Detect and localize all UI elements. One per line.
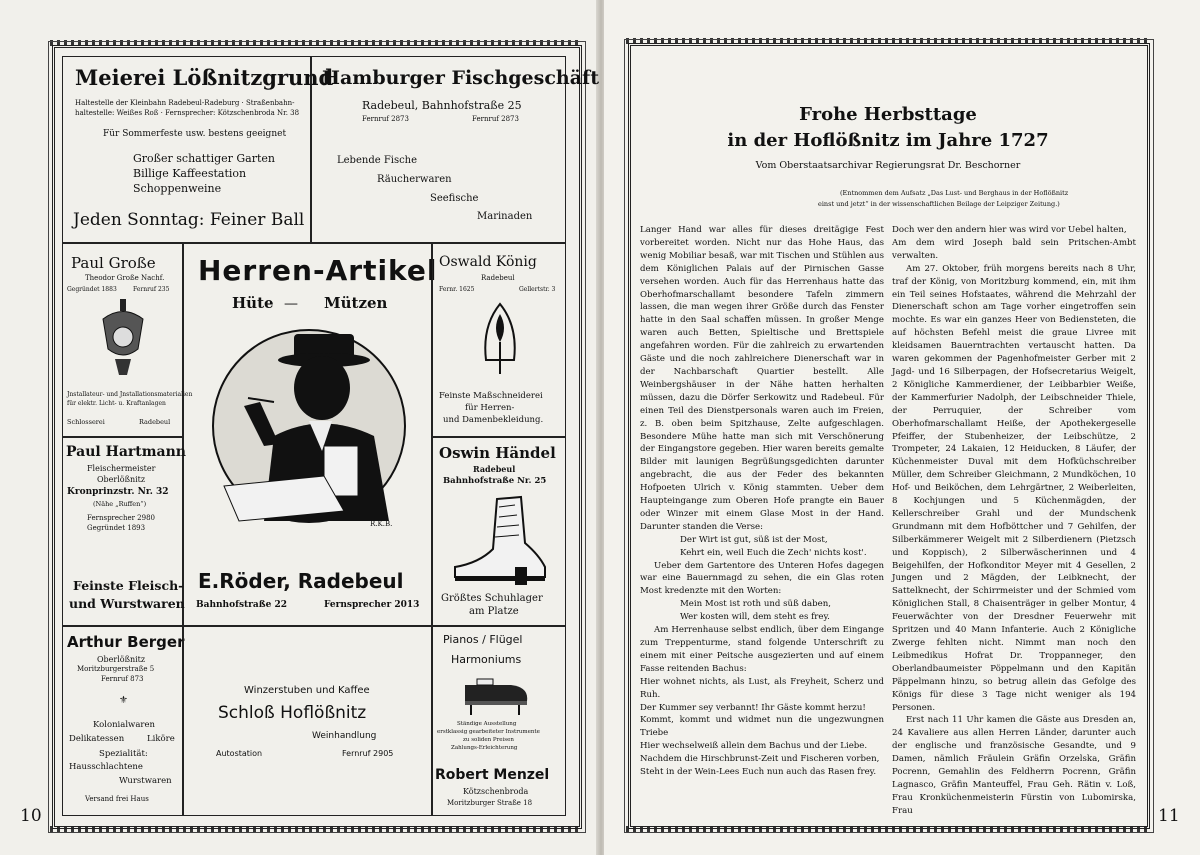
koenig-desc: und Damenbekleidung. xyxy=(443,415,544,425)
article-source-note: (Entnommen dem Aufsatz „Das Lust- und Berghaus in der Hoflößnitz xyxy=(840,189,1069,197)
herren-phone: Fernsprecher 2013 xyxy=(324,600,420,610)
berger-footer: Versand frei Haus xyxy=(85,795,149,803)
schloss-line1: Winzerstuben und Kaffee xyxy=(244,685,370,696)
ad-fischgeschaeft xyxy=(311,56,599,243)
herren-sub2: Mützen xyxy=(324,294,388,312)
ad-oswald-koenig xyxy=(432,243,566,437)
grosse-footer1: Schlosserei xyxy=(67,418,105,426)
article-paragraph: Erst nach 11 Uhr kamen die Gäste aus Dresden an, 24 Kavaliere aus allen Herren Länder, darunter auch der englische und französische Gesandte, und 9 Damen, nämlich Fräulein Gräfin Orzelska, Gräfin Pocrenn, Gemahlin des Feldherrn Pocrenn, Gräfin Lagnasco, Gräfin Manteuffel, Frau Geh. Rätin v. Loß, Frau Kronküchenmeisterin Fürstin von Lubomirska, Frau xyxy=(892,715,1136,816)
koenig-desc: für Herren- xyxy=(465,403,515,413)
berger-title: Arthur Berger xyxy=(67,633,185,651)
menzel-city: Kötzschenbroda xyxy=(463,787,529,796)
menzel-firm: Robert Menzel xyxy=(435,767,550,783)
koenig-title: Oswald König xyxy=(439,254,537,270)
hartmann-phone: Fernsprecher 2980 xyxy=(87,514,155,522)
hartmann-near: (Nähe „Ruffen“) xyxy=(93,500,147,508)
ad-meierei xyxy=(62,56,334,243)
ad-paul-hartmann xyxy=(62,437,186,626)
haendel-city: Radebeul xyxy=(473,464,516,474)
hartmann-founded: Gegründet 1893 xyxy=(87,524,146,532)
meierei-title: Meierei Lößnitzgrund xyxy=(75,65,334,90)
article-verse: Hier wohnet nichts, als Lust, als Freyheit, Scherz und Ruh. xyxy=(640,676,884,700)
hartmann-slogan2: und Wurstwaren xyxy=(69,596,185,611)
grosse-phone: Fernruf 235 xyxy=(133,286,170,293)
koenig-city: Radebeul xyxy=(481,274,515,282)
hartmann-street: Kronprinzstr. Nr. 32 xyxy=(67,487,169,497)
fisch-item: Lebende Fische xyxy=(337,155,418,166)
ad-paul-grosse xyxy=(62,243,193,437)
menzel-street: Moritzburger Straße 18 xyxy=(447,799,533,807)
berger-street: Moritzburgerstraße 5 xyxy=(77,665,155,673)
berger-special: Spezialität: xyxy=(99,749,148,759)
berger-phone: Fernruf 873 xyxy=(101,675,144,683)
herren-monogram: R.K.B. xyxy=(370,520,393,528)
berger-city: Oberlößnitz xyxy=(97,655,146,664)
fisch-item: Seefische xyxy=(430,193,479,204)
schloss-phone: Fernruf 2905 xyxy=(342,749,394,758)
article-column-left xyxy=(640,224,884,814)
page-number-right: 11 xyxy=(1158,806,1180,826)
schloss-auto: Autostation xyxy=(216,749,263,758)
gentleman-illustration xyxy=(204,326,414,536)
shoe-illustration xyxy=(449,493,549,588)
flourish-icon: ⚜ xyxy=(119,695,128,706)
article-verse: Wer kosten will, dem steht es frey. xyxy=(680,612,830,623)
schloss-title: Schloß Hoflößnitz xyxy=(218,703,367,723)
article-verse: Doch wer den andern hier was wird vor Uebel halten, xyxy=(892,225,1127,235)
article-paragraph: Langer Hand war alles für dieses dreitägige Fest vorbereitet worden. Nicht nur das Hohe Haus, das wenig Mobiliar besaß, war mit Tischen und Stühlen aus dem Königlichen Palais auf der Pirnischen Gasse versehen worden. Auch für das Herrenhaus hatte das Oberhofmarschallamt besondere Tafeln zimmern lassen, die man wegen ihrer Größe durch das Fenster hatte in den Saal schaffen müssen. In großer Menge waren auch Betten, Spieltische und Brettspiele angefahren worden. Für die zahlreich zu erwartenden Gäste und die noch zahlreichere Dienerschaft war in der Nachbarschaft Quartier bestellt. Alle Weinbergshäuser in der Nähe hatten herhalten müssen, dazu die Dörfer Serkowitz und Radebeul. Für einen Teil des Dienstpersonals waren auch im Freien, z. B. oben beim Spitzhause, Zelte aufgeschlagen. Besondere Mühe hatte man sich mit Verschönerung der Eingangstore gegeben. Hier waren bereits gemalte Bilder mit launigen Begrüßungsgedichten darunter angebracht, die aus der Feder des bekannten Hofpoeten Ulrich v. König stammten. Ueber dem Haupteingange zum Oberen Hofe prangte ein Bauer oder Winzer mit einem Glase Most in der Hand. Darunter standen die Verse: xyxy=(640,225,884,532)
grosse-sub: Theodor Große Nachf. xyxy=(85,274,165,282)
article-column-right xyxy=(892,224,1136,814)
meierei-item: Großer schattiger Garten xyxy=(133,152,276,165)
article-verse: Steht in der Wein-Lees Euch nun auch das Rasen frey. xyxy=(640,767,877,778)
hartmann-slogan1: Feinste Fleisch- xyxy=(73,578,184,593)
menzel-desc: Ständige Ausstellung xyxy=(457,721,517,727)
article-title-line1: Frohe Herbsttage xyxy=(799,104,977,125)
article-paragraph: Am 27. Oktober, früh morgens bereits nach 8 Uhr, traf der König, von Moritzburg kommend, ein, mit ihm ein Teil seines Hofstaates, während die Mehrzahl der Dienerschaft schon am Tage vorher eingetroffen sein mochte. Es war ein ganzes Heer von Bediensteten, die auf höchsten Befehl meist die graue Livree mit kleidsamen Bauerntrachten vertauscht hatten. Da waren gekommen der Pagenhofmeister Gerber mit 2 Jagd- und 16 Silberpagen, der Hofsecretarius Weigelt, 2 Königliche Kammerdiener, der Leibbarbier Weiße, der Kammerfurier Nadolph, der Leibschneider Thiele, der Perruquier, der Schreiber vom Oberhofmarschallamt Heiße, der Apothekergeselle Pfeiffer, der Stubenheizer, der Leibschütze, 2 Trompeter, 24 Lakaien, 12 Heiducken, 8 Läufer, der Küchenmeister Duval mit dem Hofküchschreiber Müller, dem Schreiber Gleichmann, 2 Mundköchen, 10 Hof- und Beiköchen, dem Lehrgärtner, 2 Weiberleiten, 8 Kochjungen und 5 Küchenmägden, der Kellerschreiber Grahl und der Mundschenk Grundmann mit dem Hofböttcher und 7 Gehilfen, der Silberkämmerer Weigelt mit 2 Silberdienern (Pietzsch und Koppisch), 2 Silberwäscherinnen und 4 Beigehilfen, der Hofkonditor Meyer mit 4 Gesellen, 2 Jungen und 2 Mägden, der Leibknecht, der Sattelknecht, der Schirrmeister und der Schmied vom Königlichen Stall, 8 Chaisenträger in gelber Montur, 4 Feuerwächter von der Dresdner Feuerwehr mit Spritzen und 40 Mann Infanterie. Auch 2 Königliche Zwerge fehlten nicht. Nimmt man noch den Leibmedikus Hofrat Dr. Troppanneger, den Oberlandbaumeister Pöppelmann und den Kapitän Päppelmann hinzu, so betrug allein das Gefolge des Königs für diese 3 Tage nicht weniger als 194 Personen. xyxy=(892,263,1136,713)
meierei-line2: haltestelle: Weißes Roß · Fernsprecher: Kötzschenbroda Nr. 38 xyxy=(75,109,300,117)
koenig-phone: Fernr. 1625 xyxy=(439,286,475,293)
menzel-desc: Zahlungs-Erleichterung xyxy=(451,745,518,751)
grosse-footer2: Radebeul xyxy=(139,418,171,426)
meierei-item: Schoppenweine xyxy=(133,182,222,195)
hartmann-title: Paul Hartmann xyxy=(66,444,186,460)
ad-arthur-berger xyxy=(62,626,183,816)
herren-title: Herren-Artikel xyxy=(198,254,438,287)
article-author: Vom Oberstaatsarchivar Regierungsrat Dr. Beschorner xyxy=(755,160,1021,171)
page-number-left: 10 xyxy=(20,806,42,826)
berger-item: Liköre xyxy=(147,734,175,744)
article-verse: Hier wechselweiß allein dem Bachus und der Liebe. xyxy=(640,741,868,752)
schloss-line2: Weinhandlung xyxy=(312,731,377,741)
herren-firm: E.Röder, Radebeul xyxy=(198,569,404,593)
fisch-address: Radebeul, Bahnhofstraße 25 xyxy=(362,99,522,112)
article-verse: Der Kummer sey verbannt! Ihr Gäste kommt herzu! xyxy=(640,702,866,713)
herren-dash: — xyxy=(284,296,298,312)
article-verse: Der Wirt ist gut, süß ist der Most, xyxy=(680,534,828,545)
lamp-illustration xyxy=(93,299,153,379)
meierei-line1: Haltestelle der Kleinbahn Radebeul-Radeburg · Straßenbahn- xyxy=(75,99,295,107)
grosse-desc1: Jnstallateur- und Jnstallationsmaterialien xyxy=(67,391,193,398)
hartmann-city: Oberlößnitz xyxy=(97,475,146,484)
ornament-emblem xyxy=(478,302,522,376)
haendel-street: Bahnhofstraße Nr. 25 xyxy=(443,476,547,486)
grosse-founded: Gegründet 1883 xyxy=(67,286,117,293)
fisch-phone1: Fernruf 2873 xyxy=(362,115,409,123)
article-paragraph: Am Herrenhause selbst endlich, über dem Eingange zum Treppenturme, stand folgende Unterschrift zu einem mit einer Peitsche ausgezierten und auf einem Fasse reitenden Bachus: xyxy=(640,625,884,674)
article-verse: Mein Most ist roth und süß daben, xyxy=(680,599,832,610)
herren-sub1: Hüte xyxy=(232,294,274,312)
article-verse: Nachdem die Hirschbrunst-Zeit und Fischeren vorben, xyxy=(640,754,880,765)
hartmann-job: Fleischermeister xyxy=(87,464,156,473)
koenig-desc: Feinste Maßschneiderei xyxy=(439,391,543,401)
meierei-footer: Jeden Sonntag: Feiner Ball xyxy=(73,210,305,230)
herren-address: Bahnhofstraße 22 xyxy=(196,600,287,610)
ad-herren-artikel xyxy=(183,243,438,626)
ad-oswin-haendel xyxy=(432,437,566,626)
grosse-desc2: für elektr. Licht- u. Kraftanlagen xyxy=(67,400,166,407)
berger-special1: Hausschlachtene xyxy=(69,762,143,772)
fisch-phone2: Fernruf 2873 xyxy=(472,115,519,123)
article-verse: Kehrt ein, weil Euch die Zech' nichts kost'. xyxy=(680,547,867,558)
menzel-desc: zu soliden Preisen xyxy=(463,737,514,743)
koenig-street: Gellertstr. 3 xyxy=(519,286,556,293)
article-source-note: einst und jetzt“ in der wissenschaftlichen Beilage der Leipziger Zeitung.) xyxy=(818,200,1060,208)
meierei-item: Billige Kaffeestation xyxy=(133,167,247,180)
menzel-title1: Pianos / Flügel xyxy=(443,633,523,646)
berger-item: Delikatessen xyxy=(69,734,125,744)
berger-item: Kolonialwaren xyxy=(93,720,155,730)
fisch-item: Marinaden xyxy=(477,211,533,222)
haendel-slogan1: Größtes Schuhlager xyxy=(441,593,543,604)
ad-schloss-hofloessnitz xyxy=(183,626,432,816)
haendel-slogan2: am Platze xyxy=(469,606,519,617)
meierei-line3: Für Sommerfeste usw. bestens geeignet xyxy=(103,129,287,139)
article-title-line2: in der Hoflößnitz im Jahre 1727 xyxy=(727,130,1049,151)
ad-robert-menzel xyxy=(432,626,566,816)
berger-special2: Wurstwaren xyxy=(119,776,172,786)
article-paragraph: Ueber dem Gartentore des Unteren Hofes dagegen war eine Bauernmagd zu sehen, die ein Glas roten Most kredenzte mit den Worten: xyxy=(640,560,884,597)
piano-illustration xyxy=(461,677,531,717)
haendel-title: Oswin Händel xyxy=(439,444,556,462)
fisch-title: Hamburger Fischgeschäft xyxy=(322,67,599,89)
menzel-title2: Harmoniums xyxy=(451,653,522,666)
article-verse: Am dem wird Joseph bald sein Pritschen-Ambt verwalten. xyxy=(892,237,1136,261)
fisch-item: Räucherwaren xyxy=(377,174,452,185)
article-verse: Kommt, kommt und widmet nun die ungezwungnen Triebe xyxy=(640,715,884,739)
grosse-title: Paul Große xyxy=(71,254,156,272)
menzel-desc: erstklassig gearbeiteter Instrumente xyxy=(437,729,540,735)
